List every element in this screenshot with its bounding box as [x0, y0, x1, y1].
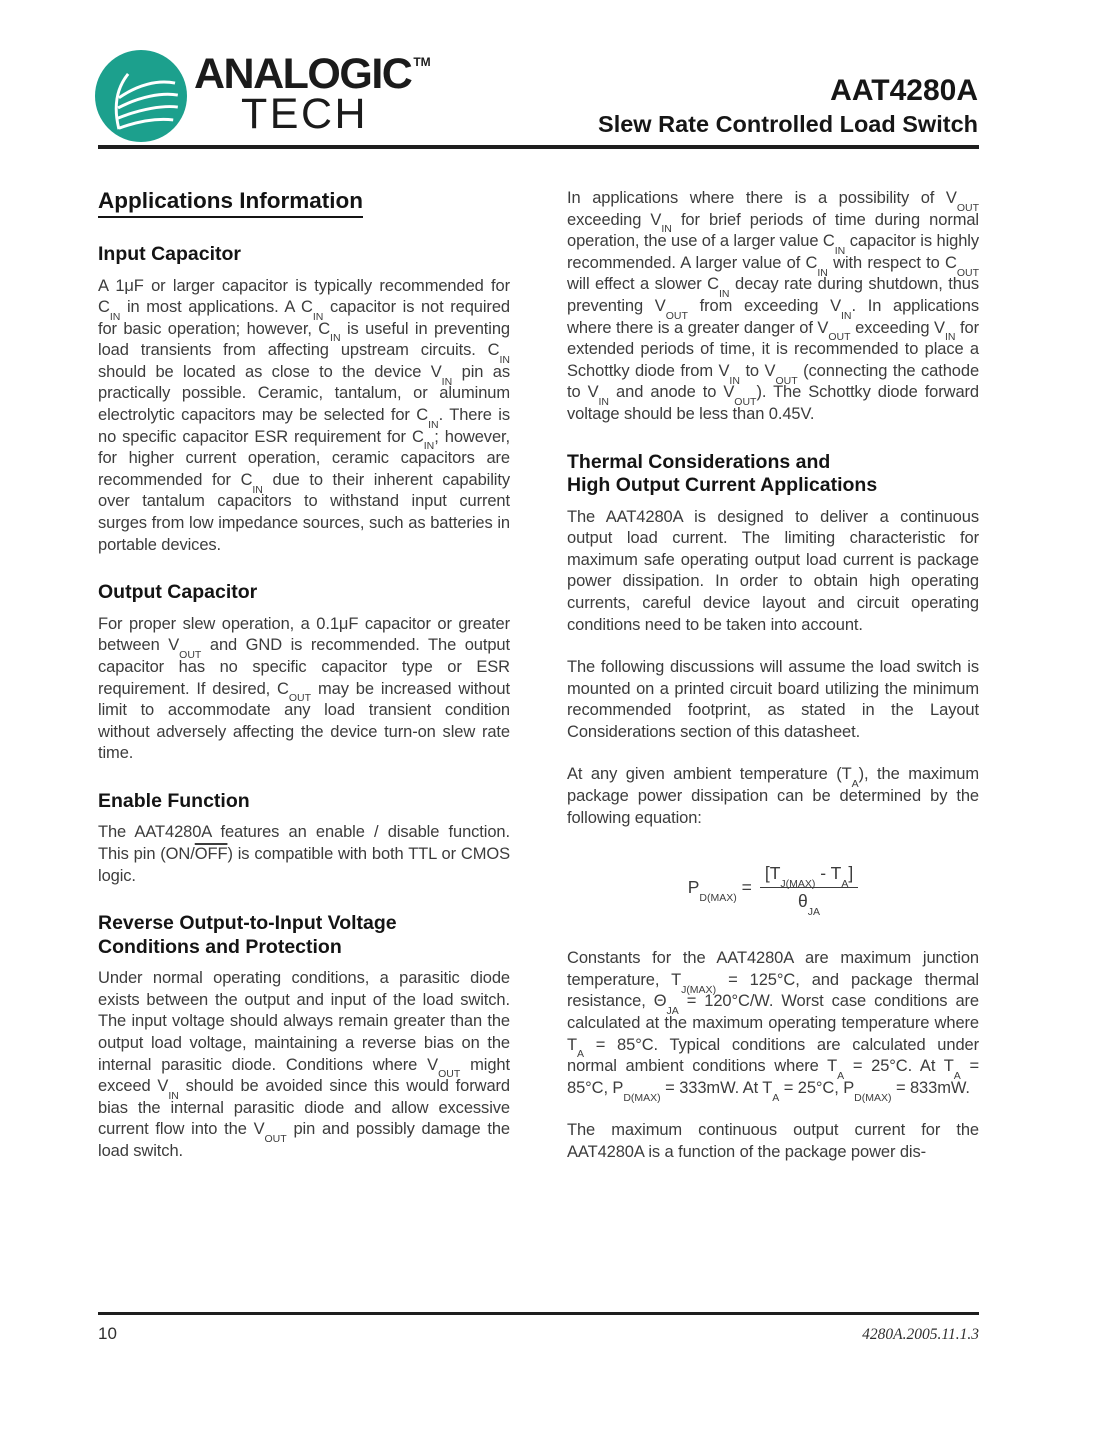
applications-information-heading: Applications Information — [98, 188, 510, 218]
paragraph: The maximum continuous output current for the AAT4280A is a function of the package power dis- — [567, 1121, 979, 1161]
brand-wordmark — [194, 50, 431, 138]
paragraph: In applications where there is a possibility of $V_{OUT}$ exceeding $V_{IN}$ for brief periods of time during normal operation, the use of a larger value $C_{IN}$ capacitor is highly recommended. A larger value of $C_{IN}$ with respect to $C_{OUT}$ will effect a slower $C_{IN}$ decay rate during shutdown, thus preventing $V_{OUT}$ from exceeding $V_{IN}$. In applications where there is a greater danger of $V_{OUT}$ exceeding $V_{IN}$ for extended periods of time, it is recommended to place a Schottky diode from $V_{IN}$ to $V_{OUT}$ (connecting the cathode to $V_{IN}$ and anode to $V_{OUT}$). The Schottky diode forward voltage should be less than 0.45V. — [567, 189, 980, 423]
paragraph: Constants for the AAT4280A are maximum junction temperature, $T_{J(MAX)} = 125^\circ C$, and package thermal resistance, $\Theta_{JA} = 120^\circ C/W$. Worst case conditions are calculated at the maximum operating temperature where $T_A = 85^\circ C$. Typical conditions are calculated under normal ambient conditions where $T_A = 25^\circ C$. At $T_A = 85^\circ C$, $P_{D(MAX)} = 333mW$. At $T_A = 25^\circ C$, $P_{D(MAX)} = 833mW$. — [567, 949, 979, 1104]
document-title-block — [598, 72, 978, 139]
left-column — [98, 188, 510, 1184]
paragraph: The AAT4280A is designed to deliver a continuous output load current. The limiting characteristic for maximum safe operating output load current is package power dissipation. In order to obtain high operating currents, careful device layout and circuit operating conditions need to be taken into account. — [567, 507, 979, 634]
brand-line-tech: TECH — [241, 90, 369, 138]
equation-fraction — [760, 863, 858, 919]
part-number: AAT4280A — [830, 74, 978, 107]
equation-lhs: $P_{D(MAX)}$ = — [687, 877, 752, 905]
section-heading-output-capacitor: Output Capacitor — [98, 581, 258, 604]
equation-denominator: $\theta_{JA}$ — [798, 891, 821, 919]
section-heading-enable-function: Enable Function — [98, 789, 250, 812]
section-heading-reverse-output-to-input: Reverse Output-to-Input Voltage Conditions and Protection — [98, 912, 397, 958]
brand-line-analogic: ANALOGIC ™ — [194, 50, 431, 98]
paragraph: Under normal operating conditions, a parasitic diode exists between the output and input of the load switch. The input voltage should always remain greater than the output load voltage, maintaining a reverse bias on the internal parasitic diode. Conditions where $V_{OUT}$ might exceed $V_{IN}$ should be avoided since this would forward bias the internal parasitic diode and allow excessive current flow into the $V_{OUT}$ pin and possibly damage the load switch. — [98, 969, 510, 1160]
footer-rule — [98, 1312, 979, 1315]
footer — [98, 1324, 979, 1344]
trademark-symbol: TM — [413, 55, 431, 69]
analogictech-logo-icon — [95, 50, 187, 142]
power-dissipation-equation — [567, 863, 979, 919]
doc-subtitle: Slew Rate Controlled Load Switch — [598, 111, 978, 137]
paragraph: The AAT4280A features an enable / disable function. This pin $(ON/\overline{OFF})$ is compatible with both TTL or CMOS logic. — [98, 823, 510, 885]
section-heading-thermal-considerations: Thermal Considerations and High Output Current Applications — [567, 450, 878, 497]
doc-version-code: 4280A.2005.11.1.3 — [862, 1326, 979, 1343]
paragraph: A 1μF or larger capacitor is typically recommended for $C_{IN}$ in most applications. A $C_{IN}$ capacitor is not required for basic operation; however, $C_{IN}$ is useful in preventing load transients from affecting upstream circuits. $C_{IN}$ should be located as close to the device $V_{IN}$ pin as practically possible. Ceramic, tantalum, or aluminum electrolytic capacitors may be selected for $C_{IN}$. There is no specific capacitor ESR requirement for $C_{IN}$; however, for higher current operation, ceramic capacitors are recommended for $C_{IN}$ due to their inherent capability over tantalum capacitors to withstand input current surges from low impedance sources, such as batteries in portable devices. — [98, 276, 511, 554]
paragraph: The following discussions will assume the load switch is mounted on a printed circuit board utilizing the minimum recommended footprint, as stated in the Layout Considerations section of this datasheet. — [567, 658, 979, 741]
paragraph: At any given ambient temperature $(T_A)$, the maximum package power dissipation can be determined by the following equation: — [567, 765, 979, 827]
section-heading-input-capacitor: Input Capacitor — [98, 243, 242, 265]
page-number: 10 — [98, 1324, 117, 1343]
right-column — [567, 188, 979, 1185]
equation-numerator: $[T_{J(MAX)} - T_A]$ — [760, 863, 858, 888]
header-rule — [98, 145, 979, 149]
paragraph: For proper slew operation, a 0.1μF capacitor or greater between $V_{OUT}$ and GND is recommended. The output capacitor has no specific capacitor type or ESR requirement. If desired, $C_{OUT}$ may be increased without limit to accommodate any load transient condition without adversely affecting the device turn-on slew rate time. — [98, 614, 510, 763]
